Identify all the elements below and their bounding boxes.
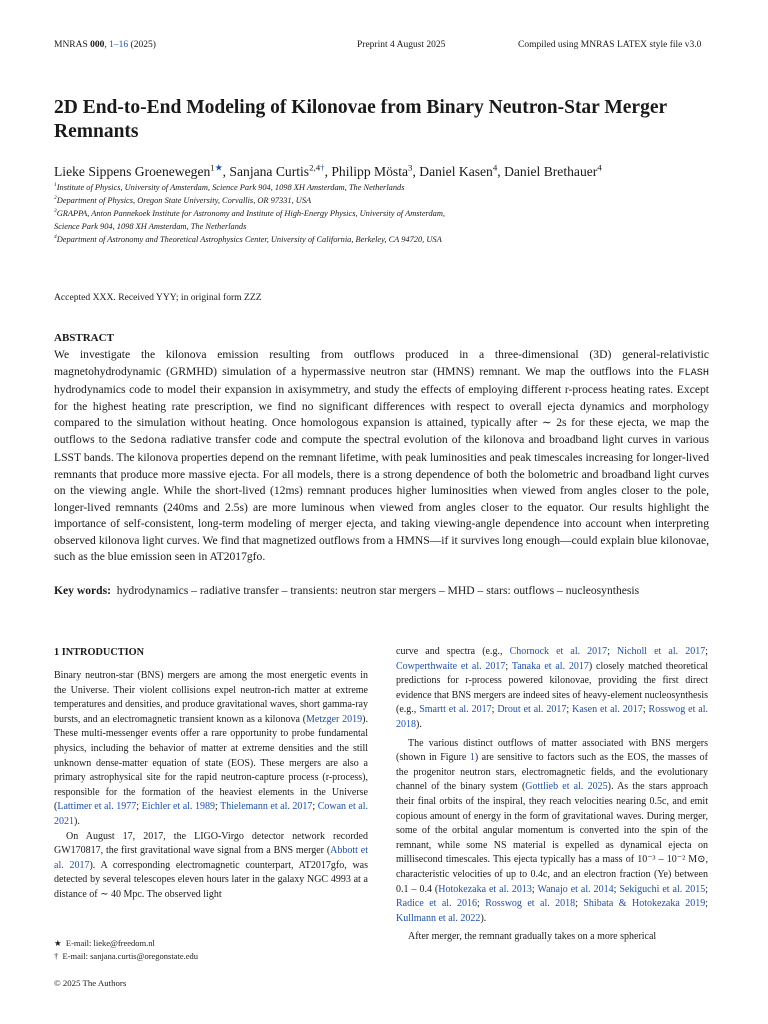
compiled-note: Compiled using MNRAS LATEX style file v3.0 bbox=[518, 40, 702, 50]
citation-link[interactable]: Shibata & Hotokezaka 2019 bbox=[583, 898, 706, 910]
citation-link[interactable]: Abbott et al. 2017 bbox=[54, 845, 368, 871]
running-header-journal: MNRAS 000, 1–16 (2025) bbox=[54, 40, 156, 50]
section-heading: 1 INTRODUCTION bbox=[54, 647, 145, 658]
paragraph: On August 17, 2017, the LIGO-Virgo detector network recorded GW170817, the first gravitational wave signal from a BNS merger (Abbott et al. 2017). A corresponding electromagnetic counterpart, AT2017gfo, was detected by several telescopes eleven hours later in the galaxy NGC 4993 at a distance of ∼ 40 Mpc. The observed light bbox=[54, 830, 369, 900]
accepted-line: Accepted XXX. Received YYY; in original form ZZZ bbox=[54, 292, 262, 303]
citation-link[interactable]: Nicholl et al. 2017 bbox=[617, 646, 706, 657]
affiliation: $^3$GRAPPA, Anton Pannekoek Institute for Astronomy and Institute of High-Energy Physics, University of Amsterdam, bbox=[54, 208, 446, 218]
citation-link[interactable]: Rosswog et al. 2018 bbox=[396, 704, 709, 730]
citation-link[interactable]: Rosswog et al. 2018 bbox=[485, 898, 576, 910]
citation-link[interactable]: Cowperthwaite et al. 2017 bbox=[396, 660, 506, 672]
citation-link[interactable]: Tanaka et al. 2017 bbox=[511, 660, 589, 672]
author: Daniel Brethauer$^4$ bbox=[504, 162, 602, 179]
code-name: Sedona bbox=[129, 435, 167, 447]
author: Daniel Kasen$^4$ bbox=[419, 162, 498, 179]
citation-link[interactable]: Drout et al. 2017 bbox=[497, 704, 567, 716]
citation-link[interactable]: Wanajo et al. 2014 bbox=[537, 883, 614, 895]
code-name: FLASH bbox=[678, 367, 709, 379]
affiliation: $^4$Department of Astronomy and Theoretical Astrophysics Center, University of California, Berkeley, CA 94720, USA bbox=[54, 234, 442, 244]
affiliation: $^1$Institute of Physics, University of Amsterdam, Science Park 904, 1098 XH Amsterdam, The Netherlands bbox=[54, 182, 405, 192]
citation-link[interactable]: Radice et al. 2016 bbox=[396, 898, 478, 910]
affiliation: Science Park 904, 1098 XH Amsterdam, The Netherlands bbox=[54, 222, 247, 231]
right-column bbox=[396, 645, 708, 945]
citation-link[interactable]: Kasen et al. 2017 bbox=[572, 704, 643, 716]
citation-link[interactable]: Eichler et al. 1989 bbox=[141, 801, 215, 813]
keywords: Key words: hydrodynamics – radiative transfer – transients: neutron star mergers – MHD – stars: outflows – nucleosynthesis bbox=[54, 584, 640, 597]
citation-link[interactable]: Lattimer et al. 1977 bbox=[57, 801, 137, 813]
pages-link[interactable]: 1–16 bbox=[109, 40, 129, 50]
citation-link[interactable]: Gottlieb et al. 2025 bbox=[525, 781, 608, 793]
author: Sanjana Curtis$^{2,4\dagger}$ bbox=[229, 162, 325, 179]
author: Philipp Mösta$^3$ bbox=[331, 162, 413, 179]
copyright: © 2025 The Authors bbox=[54, 978, 127, 988]
paragraph: After merger, the remnant gradually takes on a more spherical bbox=[408, 931, 657, 943]
footnote: † E-mail: sanjana.curtis@oregonstate.edu bbox=[54, 951, 199, 961]
abstract-body: We investigate the kilonova emission resulting from outflows produced in a three-dimensional (3D) general-relativistic magnetohydrodynamic (GRMHD) simulation of a hypermassive neutron star (HMNS) remnant. We map the outflows into the FLASH hydrodynamics code to model their expansion in axisymmetry, and study the effects of employing different r-process heating rates. Except for the highest heating rate prescription, we find no significant differences with respect to overall ejecta dynamics and morphology compared to the simulation without heating. Once homologous expansion is attained, typically after ∼ 2s for these ejecta, we map the outflows to the Sedona radiative transfer code and compute the spectral evolution of the kilonova and broadband light curves in various LSST bands. The kilonova properties depend on the remnant lifetime, with peak luminosities and peak timescales increasing for longer-lived remnants that produce more massive ejecta. For all models, there is a strong dependence of both the bolometric and broadband light curves on the viewing angle. While the short-lived (12ms) remnant produces higher luminosities when viewed from angles closer to the pole, longer-lived remnants (240ms and 2.5s) are more luminous when viewed from angles closer to the equator. Our results highlight the importance of self-consistent, long-term modeling of merger ejecta, and taking viewing-angle dependence into account when interpreting observed kilonova light curves. We find that magnetized outflows from a HMNS—if it survives long enough—could explain blue kilonovae, such as the blue emission seen in AT2017gfo. bbox=[54, 348, 709, 563]
citation-link[interactable]: Sekiguchi et al. 2015 bbox=[619, 883, 706, 895]
citation-link[interactable]: Chornock et al. 2017 bbox=[509, 646, 608, 657]
left-column bbox=[54, 669, 368, 903]
paragraph: The various distinct outflows of matter associated with BNS mergers (shown in Figure 1) are sensitive to factors such as the EOS, the masses of the progenitor neutron stars, electromagnetic fields, and the evolutionary channel of the binary system (Gottlieb et al. 2025). As the stars approach their final orbits of the inspiral, they reach velocities nearing 0.5c, and emit copious amount of energy in the form of gravitational waves. During merger, some of the orbital angular momentum is converted into the spin of the remnant, while some NS material is expelled as dynamical ejecta on millisecond timescales. This ejecta typically has a mass of 10⁻³ – 10⁻² M⊙, characteristic velocities of up to 0.4c, and an electron fraction (Ye) between 0.1 – 0.4 (Hotokezaka et al. 2013; Wanajo et al. 2014; Sekiguchi et al. 2015; Radice et al. 2016; Rosswog et al. 2018; Shibata & Hotokezaka 2019; Kullmann et al. 2022). bbox=[396, 737, 708, 924]
footnote-mark[interactable]: ★ bbox=[214, 162, 223, 173]
paragraph: curve and spectra (e.g., Chornock et al. 2017; Nicholl et al. 2017; Cowperthwaite et al. 2017; Tanaka et al. 2017) closely matched theoretical predictions for r-process powered kilonovae, providing the first direct evidence that BNS mergers are indeed sites of heavy-element nucleosynthesis (e.g., Smartt et al. 2017; Drout et al. 2017; Kasen et al. 2017; Rosswog et al. 2018). bbox=[396, 646, 709, 730]
abstract-heading: ABSTRACT bbox=[54, 332, 114, 344]
citation-link[interactable]: Cowan et al. 2021 bbox=[54, 801, 368, 827]
preprint-date: Preprint 4 August 2025 bbox=[357, 40, 446, 50]
footnote: ★ E-mail: lieke@freedom.nl bbox=[54, 938, 155, 948]
author-list: Lieke Sippens Groenewegen$^{1★}$, Sanjana Curtis$^{2,4\dagger}$, Philipp Mösta$^3$, Daniel Kasen$^4$, Daniel Brethauer$^4$ bbox=[54, 162, 602, 179]
affiliation: $^2$Department of Physics, Oregon State University, Corvallis, OR 97331, USA bbox=[54, 195, 312, 205]
citation-link[interactable]: Thielemann et al. 2017 bbox=[220, 801, 313, 813]
paper-title: 2D End-to-End Modeling of Kilonovae from Binary Neutron-Star Merger Remnants bbox=[54, 97, 667, 142]
citation-link[interactable]: Smartt et al. 2017 bbox=[419, 704, 492, 716]
figure-link[interactable]: 1 bbox=[469, 752, 475, 764]
author: Lieke Sippens Groenewegen$^{1★}$ bbox=[54, 162, 223, 179]
citation-link[interactable]: Hotokezaka et al. 2013 bbox=[438, 883, 532, 895]
citation-link[interactable]: Metzger 2019 bbox=[306, 713, 363, 725]
paragraph: Binary neutron-star (BNS) mergers are among the most energetic events in the Universe. Their violent collisions expel neutron-rich matter at extreme temperatures and densities, and produce gravitational waves, short gamma-ray bursts, and an electromagnetic transient known as a kilonova (Metzger 2019). These multi-messenger events offer a rare opportunity to probe fundamental physics, including the behavior of matter at extreme densities and the still unknown dense-matter equation of state (EOS). These mergers are also a primary astrophysical site for the rapid neutron-capture process (r-process), responsible for the formation of the heaviest elements in the Universe (Lattimer et al. 1977; Eichler et al. 1989; Thielemann et al. 2017; Cowan et al. 2021). bbox=[54, 670, 368, 827]
footnote-mark[interactable]: † bbox=[320, 162, 325, 173]
citation-link[interactable]: Kullmann et al. 2022 bbox=[396, 912, 481, 924]
